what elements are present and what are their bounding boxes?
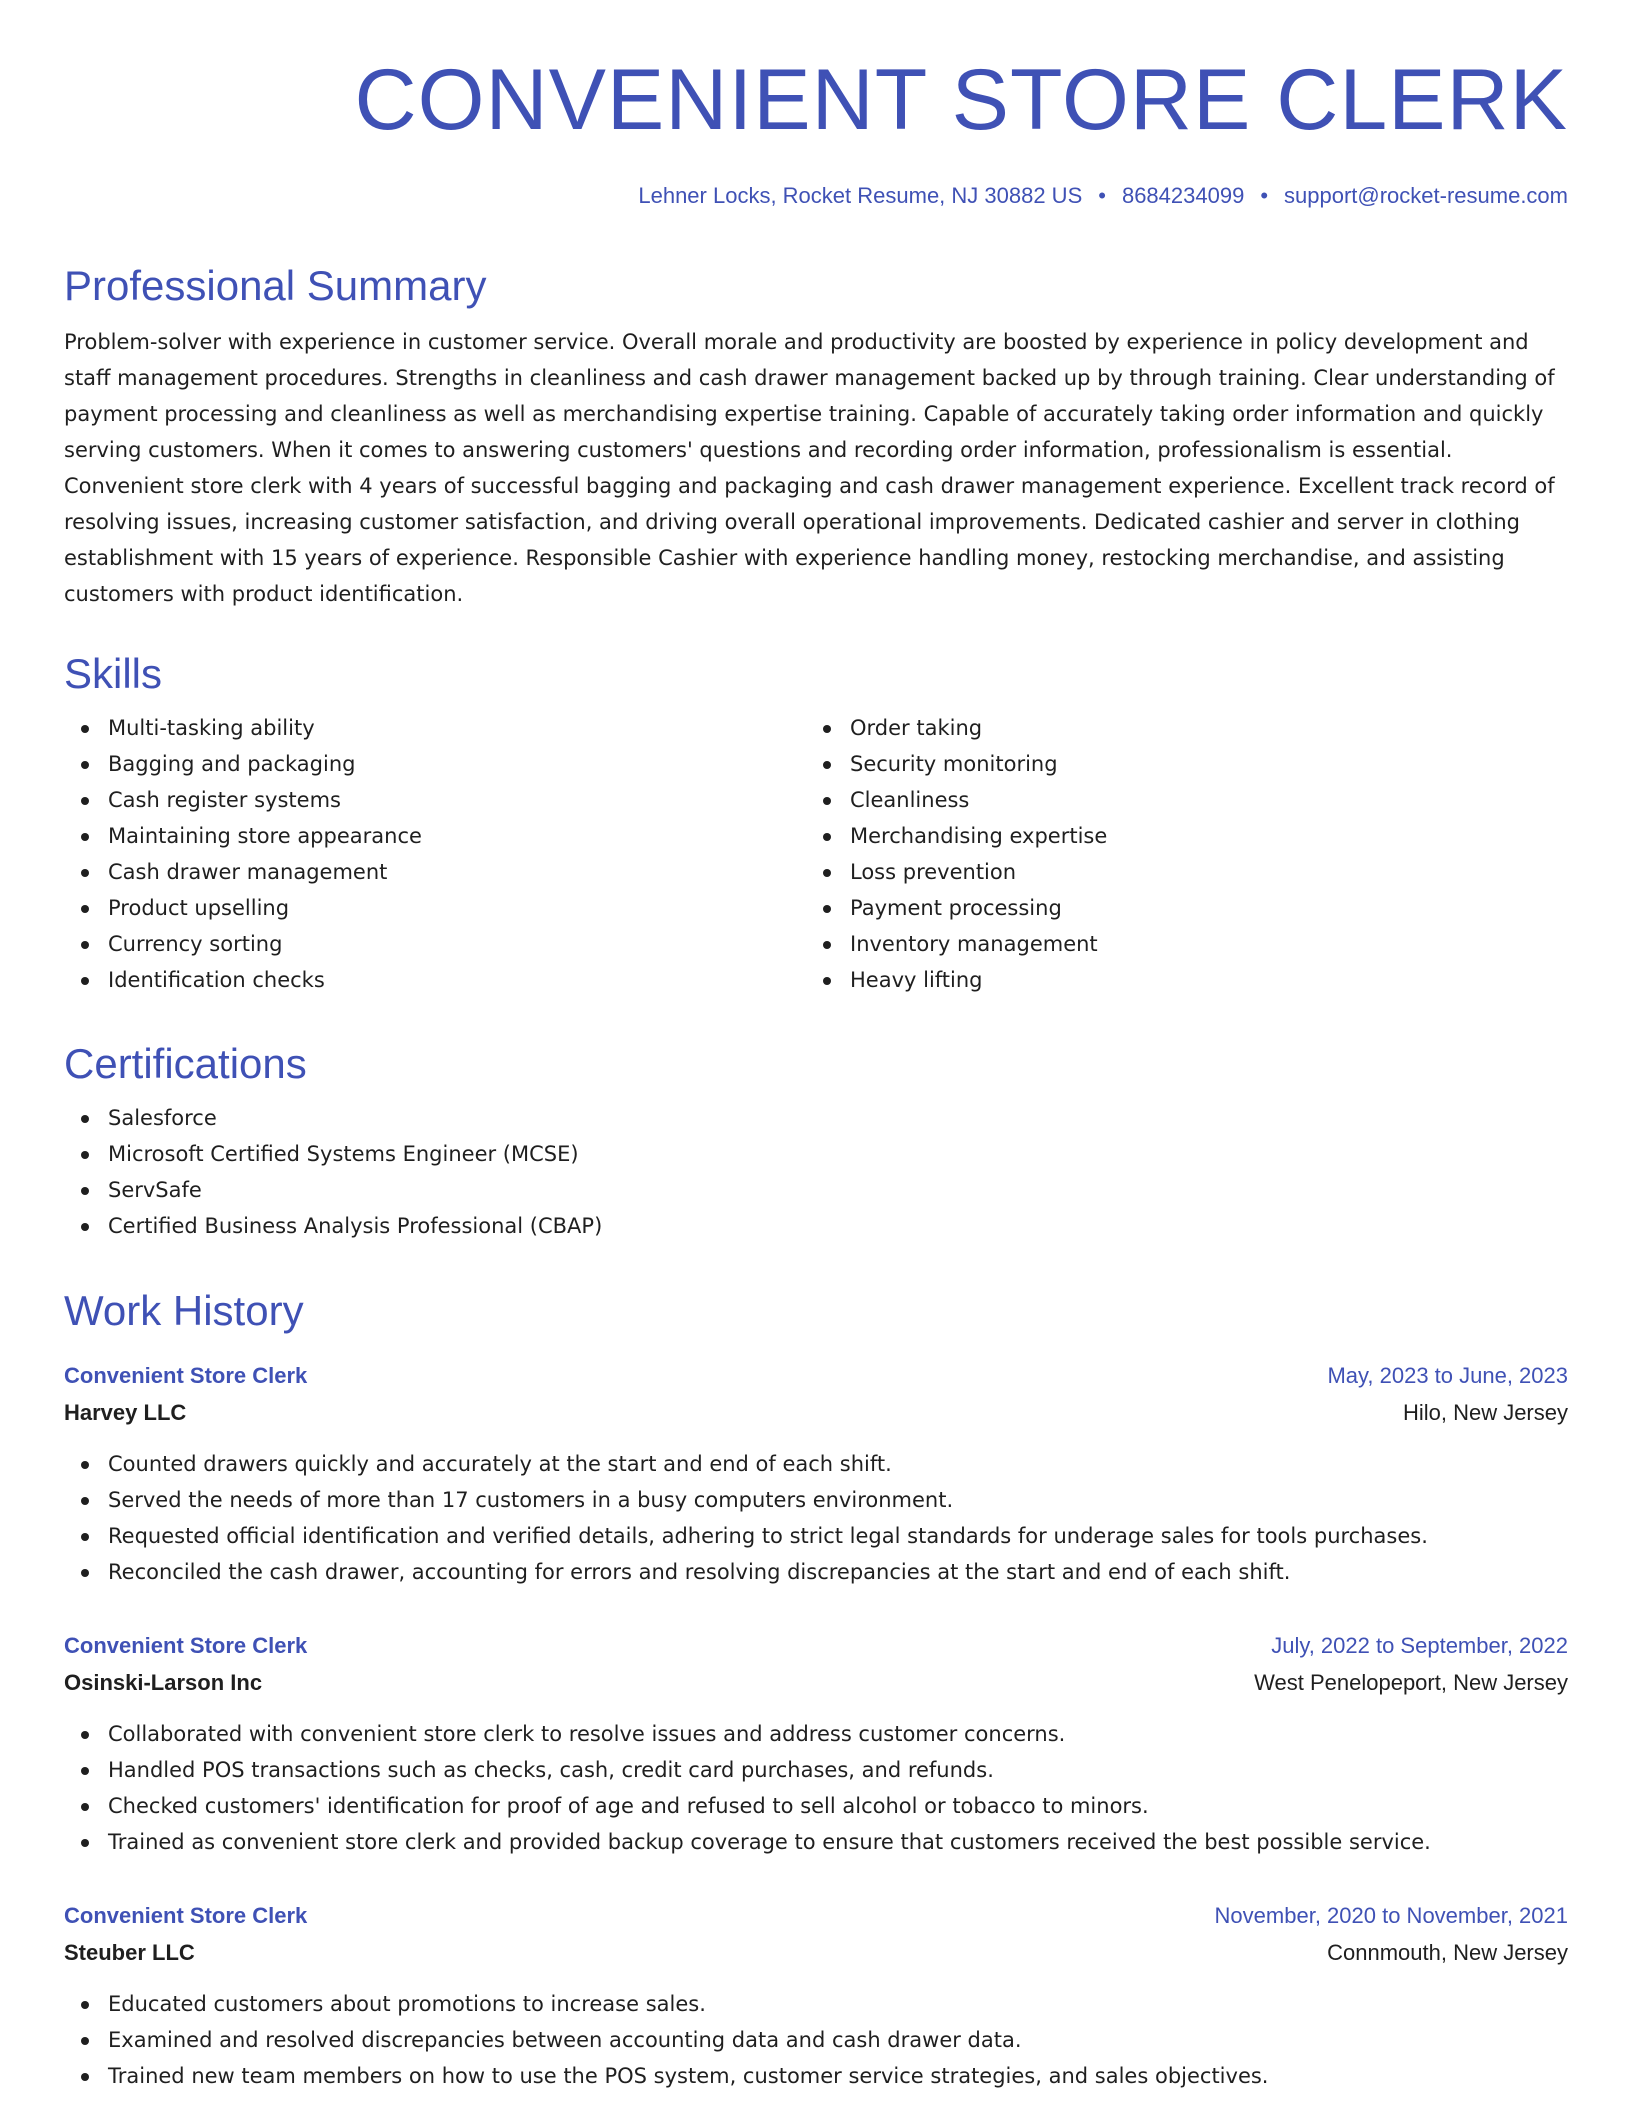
summary-text: Problem-solver with experience in customer service. Overall morale and productivity are boosted by experience in policy development and staff management procedures. Strengths in cleanliness and cash drawer management backed up by through training. Clear understanding of payment processing and cleanliness as well as merchandising expertise training. Capable of accurately taking order information and quickly serving customers. When it comes to answering customers' questions and recording order information, professionalism is essential. Convenient store clerk with 4 years of successful bagging and packaging and cash drawer management experience. Excellent track record of resolving issues, increasing customer satisfaction, and driving overall operational improvements. Dedicated cashier and server in clothing establishment with 15 years of experience. Responsible Cashier with experience handling money, restocking merchandise, and assisting customers with product identification.: [64, 330, 1555, 606]
job-entry: [64, 1628, 1568, 1860]
separator-dot: •: [1260, 183, 1269, 208]
job-dates: November, 2020 to November, 2021: [1214, 1903, 1568, 1928]
certification-item: ServSafe: [64, 1172, 1568, 1208]
skill-item: Maintaining store appearance: [64, 818, 806, 854]
certification-item: Certified Business Analysis Professional (CBAP): [64, 1208, 1568, 1244]
contact-line: [638, 180, 1568, 212]
certifications-section: [64, 1038, 1568, 1244]
work-history-section: [64, 1285, 1568, 1337]
skill-item: Heavy lifting: [806, 962, 1548, 998]
work-history-heading: Work History: [64, 1287, 304, 1334]
job-bullet: Collaborated with convenient store clerk to resolve issues and address customer concerns.: [64, 1716, 1568, 1752]
skills-list-right: [806, 710, 1548, 998]
skills-section: [64, 648, 1568, 998]
skill-item: Merchandising expertise: [806, 818, 1548, 854]
skill-item: Cash drawer management: [64, 854, 806, 890]
job-bullet: Requested official identification and verified details, adhering to strict legal standards for underage sales for tools purchases.: [64, 1518, 1568, 1554]
job-bullet: Reconciled the cash drawer, accounting for errors and resolving discrepancies at the start and end of each shift.: [64, 1554, 1568, 1590]
contact-email: support@rocket-resume.com: [1284, 183, 1568, 208]
separator-dot: •: [1098, 183, 1106, 208]
job-bullets: [64, 1716, 1568, 1860]
job-title: Convenient Store Clerk: [64, 1363, 308, 1388]
skill-item: Inventory management: [806, 926, 1548, 962]
skill-item: Loss prevention: [806, 854, 1548, 890]
job-bullet: Served the needs of more than 17 customers in a busy computers environment.: [64, 1482, 1568, 1518]
skill-item: Cash register systems: [64, 782, 806, 818]
job-bullet: Examined and resolved discrepancies between accounting data and cash drawer data.: [64, 2022, 1568, 2058]
job-company: Steuber LLC: [64, 1940, 195, 1965]
summary-heading: Professional Summary: [64, 262, 487, 309]
job-bullet: Handled POS transactions such as checks, cash, credit card purchases, and refunds.: [64, 1752, 1568, 1788]
job-entry: [64, 1358, 1568, 1590]
job-bullets: [64, 1446, 1568, 1590]
skills-list-left: [64, 710, 806, 998]
summary-section: [64, 260, 1568, 612]
contact-phone: 8684234099: [1121, 183, 1245, 208]
job-location: Connmouth, New Jersey: [1327, 1940, 1568, 1965]
skill-item: Product upselling: [64, 890, 806, 926]
certifications-heading: Certifications: [64, 1040, 307, 1087]
job-dates: July, 2022 to September, 2022: [1271, 1633, 1568, 1658]
skills-column-right: [806, 700, 1548, 998]
skill-item: Identification checks: [64, 962, 806, 998]
skill-item: Security monitoring: [806, 746, 1548, 782]
job-title: Convenient Store Clerk: [64, 1903, 308, 1928]
skill-item: Order taking: [806, 710, 1548, 746]
skills-heading: Skills: [64, 650, 163, 697]
job-entry: [64, 1898, 1568, 2094]
skills-columns: [64, 700, 1568, 998]
job-bullet: Checked customers' identification for proof of age and refused to sell alcohol or tobacco to minors.: [64, 1788, 1568, 1824]
job-company: Harvey LLC: [64, 1400, 187, 1425]
skill-item: Payment processing: [806, 890, 1548, 926]
job-dates: May, 2023 to June, 2023: [1327, 1363, 1568, 1388]
contact-address: Lehner Locks, Rocket Resume, NJ 30882 US: [638, 183, 1083, 208]
job-bullet: Trained as convenient store clerk and provided backup coverage to ensure that customers received the best possible service.: [64, 1824, 1568, 1860]
skill-item: Cleanliness: [806, 782, 1548, 818]
job-bullet: Educated customers about promotions to increase sales.: [64, 1986, 1568, 2022]
skill-item: Multi-tasking ability: [64, 710, 806, 746]
skill-item: Currency sorting: [64, 926, 806, 962]
job-location: Hilo, New Jersey: [1402, 1400, 1568, 1425]
skill-item: Bagging and packaging: [64, 746, 806, 782]
certification-item: Salesforce: [64, 1100, 1568, 1136]
certifications-list: [64, 1100, 1568, 1244]
job-company: Osinski-Larson Inc: [64, 1670, 263, 1695]
certification-item: Microsoft Certified Systems Engineer (MCSE): [64, 1136, 1568, 1172]
job-bullet: Counted drawers quickly and accurately at the start and end of each shift.: [64, 1446, 1568, 1482]
job-bullets: [64, 1986, 1568, 2094]
page-title: CONVENIENT STORE CLERK: [354, 52, 1568, 148]
job-bullet: Trained new team members on how to use the POS system, customer service strategies, and sales objectives.: [64, 2058, 1568, 2094]
skills-column-left: [64, 700, 806, 998]
job-title: Convenient Store Clerk: [64, 1633, 308, 1658]
job-location: West Penelopeport, New Jersey: [1254, 1670, 1568, 1695]
